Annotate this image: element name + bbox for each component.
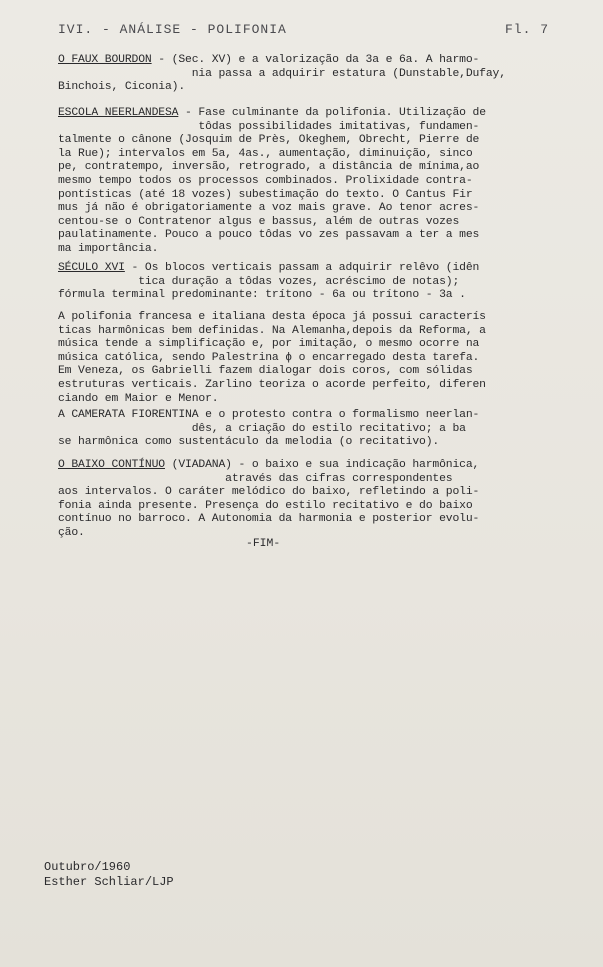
section-heading: O FAUX BOURDON	[58, 54, 152, 66]
section-line: A CAMERATA FIORENTINA e o protesto contra o formalismo neerlan-	[58, 409, 480, 421]
section-line: - Os blocos verticais passam a adquirir relêvo (idên	[124, 262, 480, 274]
section-line: centou-se o Contratenor algus e bassus, além de outras vozes	[58, 215, 460, 228]
section-baixo-continuo	[58, 459, 548, 541]
section-line: - Fase culminante da polifonia. Utilização de	[178, 107, 486, 119]
section-seculo-xvi	[58, 262, 548, 303]
section-heading: SÉCULO XVI	[58, 262, 125, 274]
section-line: estruturas verticais. Zarlino teoriza o acorde perfeito, diferen	[58, 378, 486, 391]
section-line: fórmula terminal predominante: trítono - 6a ou trítono - 3a .	[58, 289, 466, 302]
section-line: Em Veneza, os Gabrielli fazem dialogar dois coros, com sólidas	[58, 365, 473, 378]
footer	[44, 860, 174, 890]
section-line: talmente o cânone (Josquim de Près, Okeghem, Obrecht, Pierre de	[58, 134, 480, 147]
section-polifonia-francesa	[58, 311, 548, 406]
section-heading: O BAIXO CONTÍNUO	[58, 459, 165, 471]
section-line: contínuo no barroco. A Autonomia da harmonia e posterior evolu-	[58, 513, 480, 526]
footer-date: Outubro/1960	[44, 860, 131, 874]
closing-mark: -FIM-	[246, 538, 281, 550]
section-line: nia passa a adquirir estatura (Dunstable,Dufay,	[58, 67, 506, 80]
section-line: tôdas possibilidades imitativas, fundamen-	[58, 120, 480, 133]
section-line: tica duração a tôdas vozes, acréscimo de notas);	[58, 275, 460, 288]
section-line: paulatinamente. Pouco a pouco tôdas vo zes passavam a ter a mes	[58, 229, 480, 242]
section-faux-bourdon	[58, 54, 548, 95]
section-line: se harmônica como sustentáculo da melodia (o recitativo).	[58, 436, 440, 449]
section-heading: ESCOLA NEERLANDESA	[58, 107, 179, 119]
section-line: ciando em Maior e Menor.	[58, 392, 219, 405]
header-title: IVI. - ANÁLISE - POLIFONIA	[58, 22, 287, 37]
section-line: pontísticas (até 18 vozes) subestimação do texto. O Cantus Fir	[58, 188, 473, 201]
section-line: pe, contratempo, inversão, retrogrado, a distância de mínima,ao	[58, 161, 480, 174]
section-line: fonia ainda presente. Presença do estilo recitativo e do baixo	[58, 499, 473, 512]
section-line: música tende a simplificação e, por imitação, o mesmo ocorre na	[58, 338, 480, 351]
section-line: ticas harmônicas bem definidas. Na Alemanha,depois da Reforma, a	[58, 324, 486, 337]
footer-author: Esther Schliar/LJP	[44, 875, 174, 889]
section-line: mesmo tempo todos os processos combinados. Prolixidade contra-	[58, 174, 473, 187]
section-line: - (Sec. XV) e a valorização da 3a e 6a. A harmo-	[151, 54, 480, 66]
section-line: A polifonia francesa e italiana desta época já possui caracterís	[58, 311, 486, 323]
section-escola-neerlandesa	[58, 107, 548, 257]
section-line: mus já não é obrigatoriamente a voz mais grave. Ao tenor acres-	[58, 202, 480, 215]
section-line: Binchois, Ciconia).	[58, 81, 186, 94]
section-line: através das cifras correspondentes	[58, 472, 453, 485]
page-number: Fl. 7	[505, 22, 550, 37]
section-camerata	[58, 409, 548, 450]
section-line: ma importância.	[58, 242, 159, 255]
section-line: aos intervalos. O caráter melódico do baixo, refletindo a poli-	[58, 486, 480, 499]
section-line: (VIADANA) - o baixo e sua indicação harmônica,	[164, 459, 480, 471]
section-line: ção.	[58, 526, 85, 539]
section-line: música católica, sendo Palestrina ɸ o encarregado desta tarefa.	[58, 351, 480, 364]
section-line: dês, a criação do estilo recitativo; a ba	[58, 422, 466, 435]
section-line: la Rue); intervalos em 5a, 4as., aumentação, diminuição, sinco	[58, 147, 473, 160]
